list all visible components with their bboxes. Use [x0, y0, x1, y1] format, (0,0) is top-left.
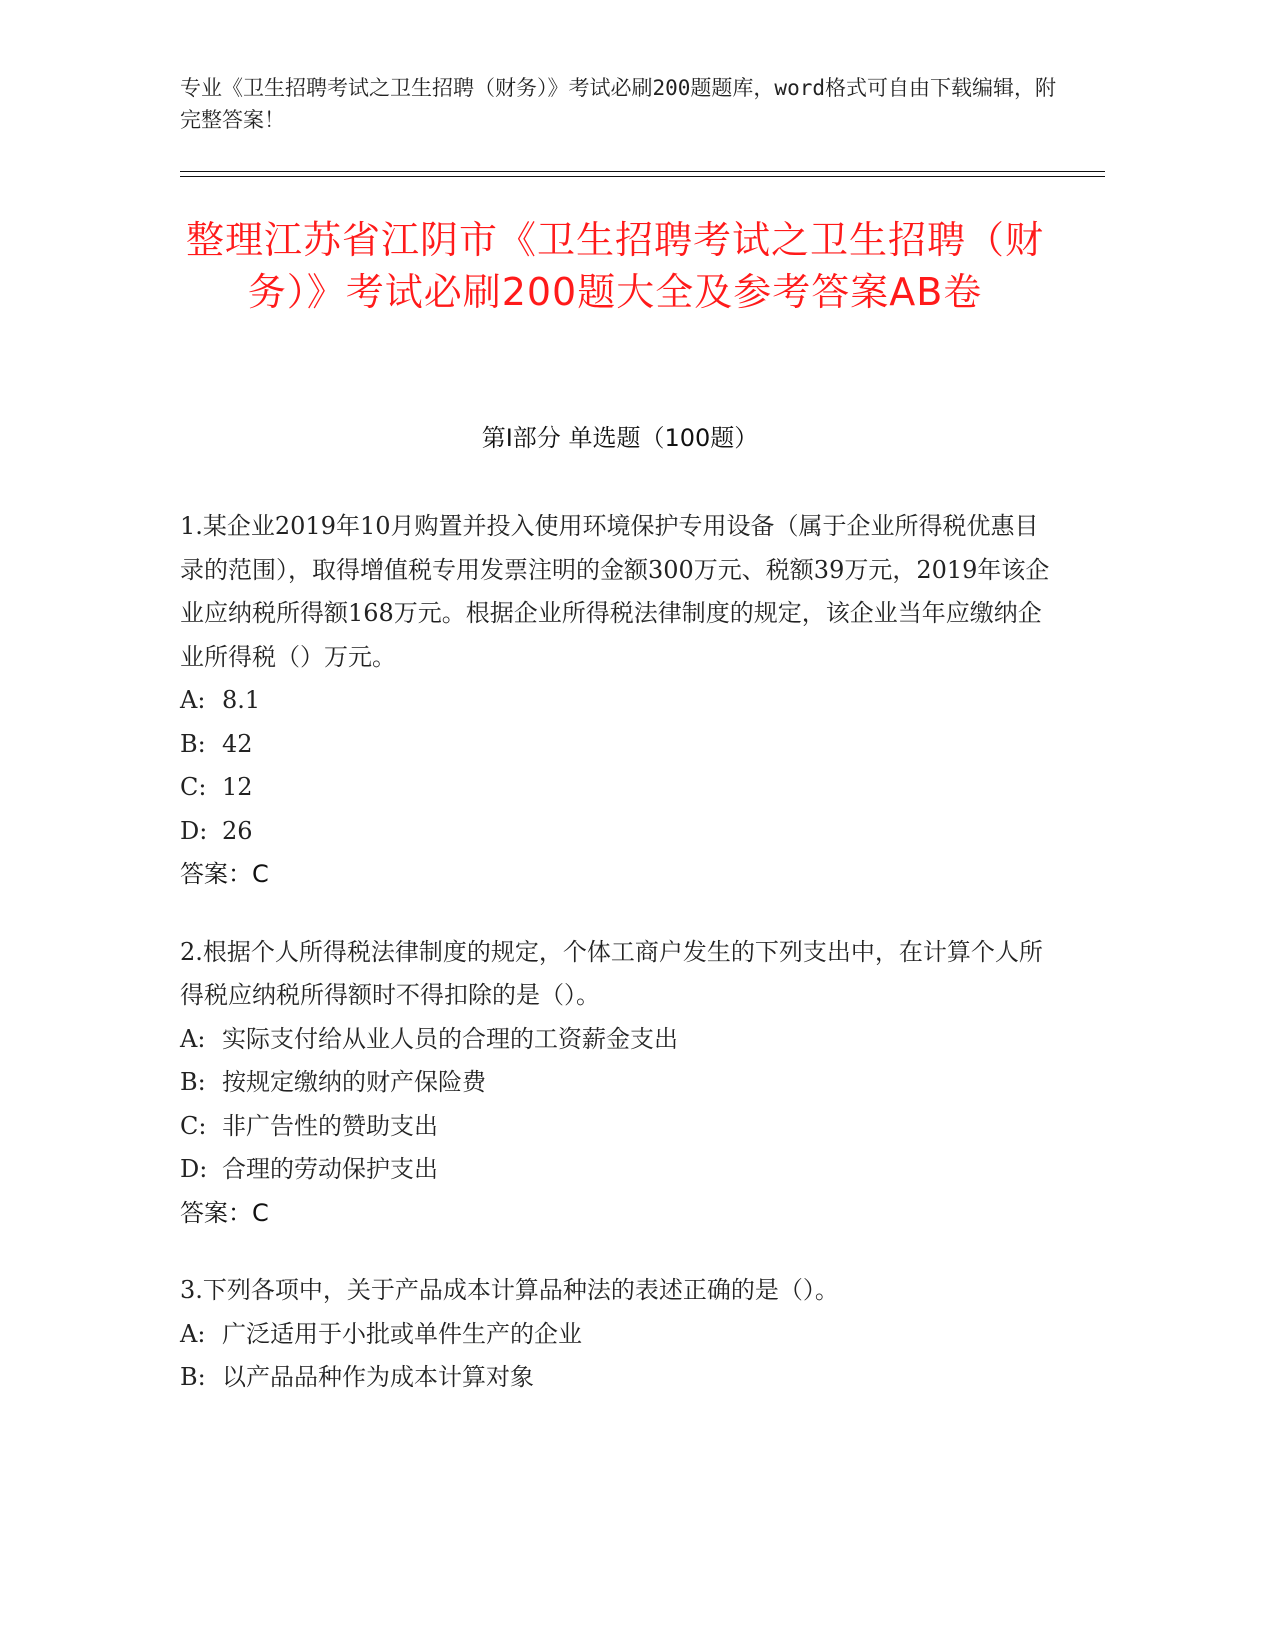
question-stem: 3.下列各项中，关于产品成本计算品种法的表述正确的是（）。 — [180, 1276, 839, 1304]
document-title: 整理江苏省江阴市《卫生招聘考试之卫生招聘（财务）》考试必刷200题大全及参考答案AB卷 — [185, 218, 1044, 314]
question-1 — [180, 505, 1060, 897]
question-3 — [180, 1269, 1060, 1400]
option-text: 42 — [222, 729, 253, 758]
option-b — [180, 1061, 1060, 1105]
option-text: 按规定缴纳的财产保险费 — [222, 1068, 486, 1096]
option-b — [180, 1356, 1060, 1400]
option-text: 26 — [222, 816, 253, 845]
option-key: C: — [180, 1111, 207, 1140]
option-key: D: — [180, 1155, 208, 1183]
option-key: B: — [180, 1363, 206, 1391]
option-text: 8.1 — [222, 686, 261, 714]
option-c — [180, 766, 1060, 810]
question-2 — [180, 931, 1060, 1236]
section-title: 第I部分 单选题（100题） — [481, 424, 759, 452]
question-stem: 2.根据个人所得税法律制度的规定，个体工商户发生的下列支出中，在计算个人所得税应纳税所得额时不得扣除的是（）。 — [180, 937, 1043, 1009]
option-c — [180, 1105, 1060, 1149]
option-text: 12 — [222, 773, 253, 801]
header-note: 专业《卫生招聘考试之卫生招聘（财务）》考试必刷200题题库，word格式可自由下载编辑，附完整答案！ — [180, 76, 1056, 132]
answer: 答案：C — [180, 860, 269, 888]
option-a — [180, 1313, 1060, 1357]
header-divider-top — [180, 171, 1105, 172]
option-text: 以产品品种作为成本计算对象 — [222, 1363, 534, 1391]
option-a — [180, 1018, 1060, 1062]
question-list — [180, 505, 1060, 1434]
option-key: A: — [180, 686, 206, 714]
option-key: A: — [180, 1024, 206, 1053]
option-b — [180, 723, 1060, 767]
option-key: D: — [180, 816, 208, 845]
option-a — [180, 679, 1060, 723]
option-text: 广泛适用于小批或单件生产的企业 — [222, 1319, 582, 1348]
option-text: 实际支付给从业人员的合理的工资薪金支出 — [222, 1024, 678, 1053]
option-key: C: — [180, 773, 207, 801]
option-key: B: — [180, 1068, 206, 1096]
option-d — [180, 810, 1060, 854]
question-stem: 1.某企业2019年10月购置并投入使用环境保护专用设备（属于企业所得税优惠目录的范围），取得增值税专用发票注明的金额300万元、税额39万元，2019年该企业应纳税所得额168万元。根据企业所得税法律制度的规定，该企业当年应缴纳企业所得税（）万元。 — [180, 512, 1050, 671]
option-key: B: — [180, 729, 206, 758]
option-text: 非广告性的赞助支出 — [222, 1111, 438, 1140]
option-text: 合理的劳动保护支出 — [222, 1155, 438, 1183]
header-divider-bottom — [180, 176, 1105, 177]
option-d — [180, 1148, 1060, 1192]
answer: 答案：C — [180, 1198, 269, 1227]
option-key: A: — [180, 1319, 206, 1348]
